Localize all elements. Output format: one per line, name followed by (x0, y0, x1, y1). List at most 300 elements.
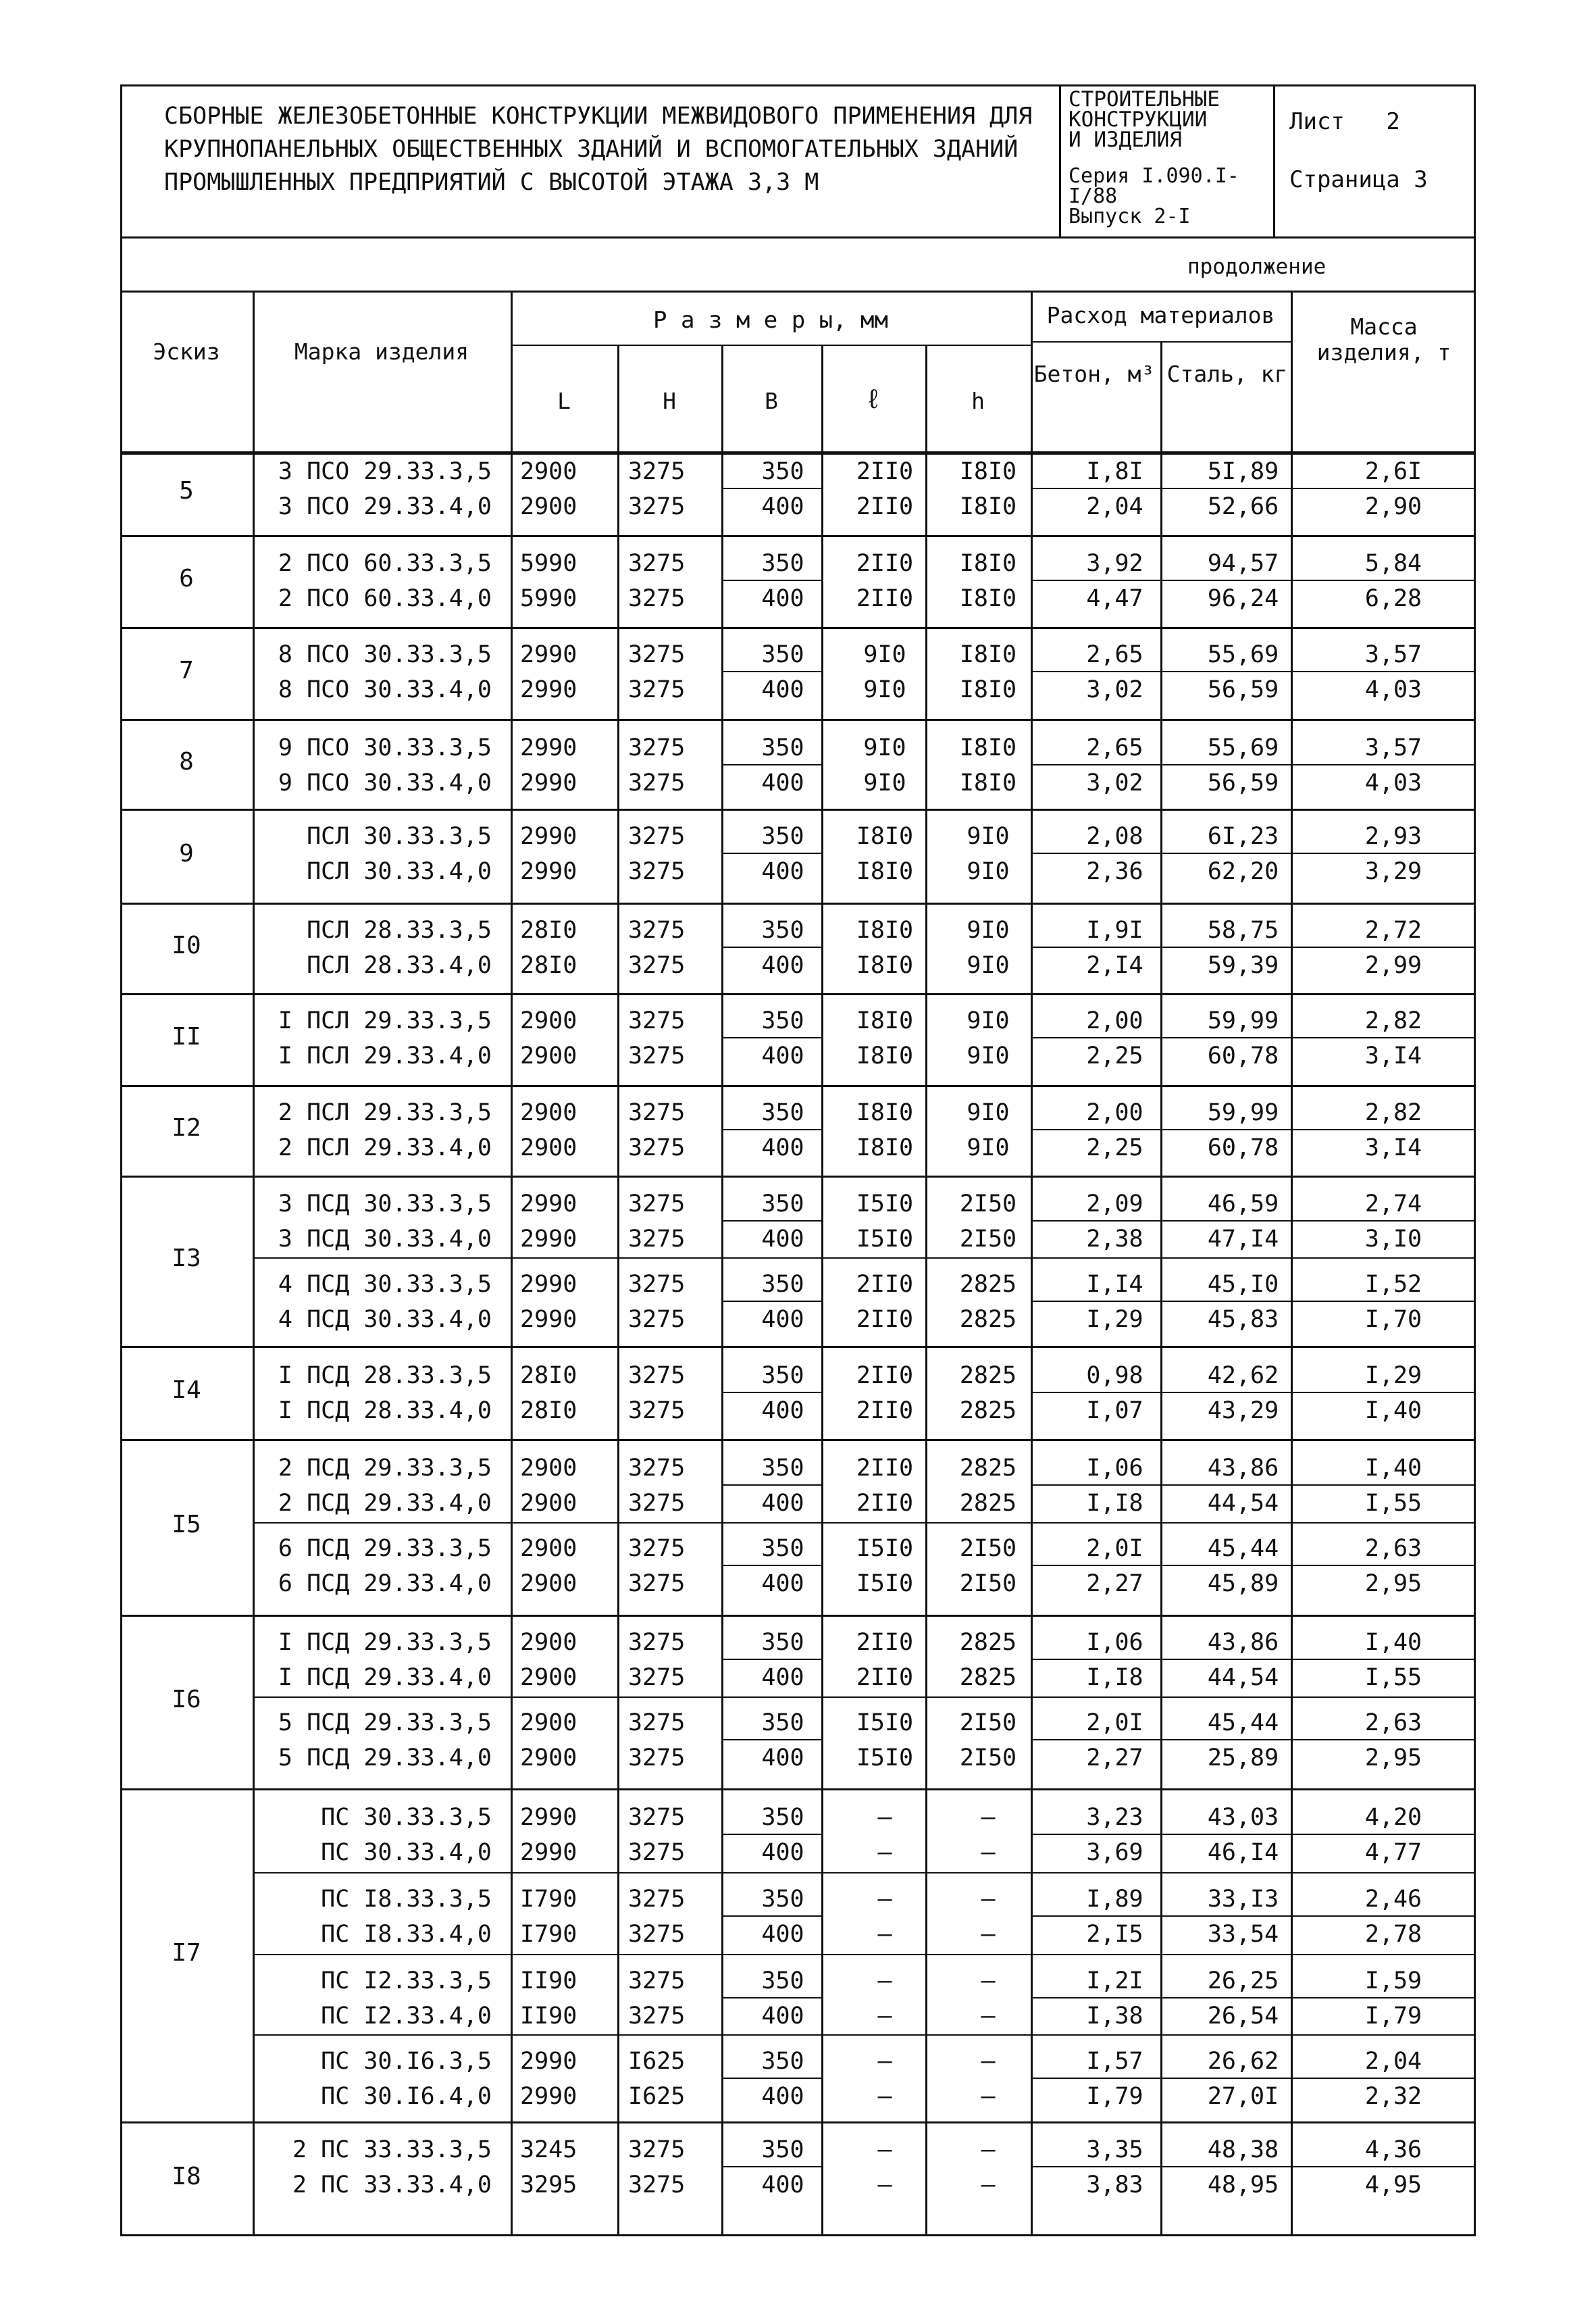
sheet-info (1289, 108, 1400, 135)
cell-mass: 2,63 (1364, 1709, 1422, 1736)
cell-h: 9I0 (967, 1134, 1010, 1161)
cell-mark: 6 ПСД 29.33.3,5 (278, 1535, 492, 1562)
cell-steel: 6I,23 (1207, 823, 1279, 850)
cell-L: 2990 (520, 641, 577, 668)
underline (1160, 853, 1291, 854)
cell-el: – (877, 2083, 892, 2110)
sketch-number: 6 (179, 565, 194, 593)
cell-h: I8I0 (959, 770, 1017, 797)
cell-concrete: I,I8 (1086, 1490, 1143, 1517)
table-row (120, 489, 1476, 524)
issue-number: Выпуск 2-I (1069, 205, 1191, 228)
cell-L: 2900 (520, 1570, 577, 1597)
cell-L: 28I0 (520, 917, 577, 944)
cell-L: 2900 (520, 1490, 577, 1517)
cell-steel: 43,29 (1207, 1397, 1279, 1424)
cell-B: 400 (761, 493, 804, 520)
cell-L: 2990 (520, 2048, 577, 2075)
cell-L: 2990 (520, 858, 577, 885)
cell-h: – (981, 1967, 996, 1994)
table-row (120, 1451, 1476, 1486)
cell-steel: 43,03 (1207, 1804, 1279, 1831)
cell-el: I8I0 (856, 917, 914, 944)
dims-sub-line (511, 345, 1031, 346)
cell-B: 350 (761, 1099, 804, 1126)
cell-steel: 56,59 (1207, 770, 1279, 797)
underline (1291, 1834, 1474, 1835)
cell-mark: 2 ПСЛ 29.33.3,5 (278, 1099, 492, 1126)
cell-B: 350 (761, 734, 804, 761)
underline (721, 1392, 821, 1393)
cell-h: 9I0 (967, 823, 1010, 850)
cell-B: 400 (761, 858, 804, 885)
cell-L: 2900 (520, 493, 577, 520)
cell-mass: I,59 (1364, 1967, 1422, 1994)
sketch-number: 8 (179, 747, 194, 776)
cell-L: 3245 (520, 2136, 577, 2163)
cell-concrete: 2,38 (1086, 1226, 1143, 1253)
cell-B: 350 (761, 458, 804, 485)
cell-el: I5I0 (856, 1744, 914, 1771)
underline (1291, 1915, 1474, 1917)
cell-concrete: I,07 (1086, 1397, 1143, 1424)
cell-concrete: I,38 (1086, 2003, 1143, 2030)
underline (721, 580, 821, 581)
cell-L: 2900 (520, 1099, 577, 1126)
cell-B: 350 (761, 917, 804, 944)
underline (1291, 488, 1474, 489)
cell-concrete: 0,98 (1086, 1362, 1143, 1389)
cell-concrete: 3,02 (1086, 676, 1143, 703)
cell-h: I8I0 (959, 493, 1017, 520)
cell-mark: 4 ПСД 30.33.4,0 (278, 1306, 492, 1333)
cell-H: 3275 (628, 2003, 686, 2030)
cell-mark: ПС 30.I6.4,0 (321, 2083, 492, 2110)
table-row (120, 730, 1476, 765)
cell-concrete: I,89 (1086, 1886, 1143, 1913)
underline (721, 1659, 821, 1660)
cell-concrete: 2,25 (1086, 1042, 1143, 1070)
cell-h: – (981, 2048, 996, 2075)
col-steel: Сталь, кг (1166, 361, 1288, 387)
cell-el: – (877, 2048, 892, 2075)
cell-concrete: 3,69 (1086, 1839, 1143, 1866)
cell-concrete: I,9I (1086, 917, 1143, 944)
cell-mass: 2,78 (1364, 1921, 1422, 1948)
underline (1160, 947, 1291, 948)
cell-H: 3275 (628, 1042, 686, 1070)
col-dimensions: Р а з м е р ы, мм (653, 307, 888, 334)
cell-H: 3275 (628, 2171, 686, 2198)
underline (1160, 764, 1291, 765)
cell-h: – (981, 1839, 996, 1866)
cell-L: 2900 (520, 1455, 577, 1482)
subgroup-line (253, 1872, 1476, 1873)
underline (1031, 764, 1160, 765)
cell-steel: 47,I4 (1207, 1226, 1279, 1253)
cell-h: 2825 (959, 1664, 1017, 1691)
cell-steel: 45,I0 (1207, 1271, 1279, 1298)
cell-steel: 59,39 (1207, 952, 1279, 979)
underline (1291, 2166, 1474, 2167)
cell-B: 350 (761, 1886, 804, 1913)
group-line (120, 1346, 1476, 1348)
table-row (120, 948, 1476, 983)
cell-h: I8I0 (959, 585, 1017, 612)
underline (1291, 1037, 1474, 1038)
cell-concrete: I,2I (1086, 1967, 1143, 1994)
cell-mark: ПС I8.33.3,5 (321, 1886, 492, 1913)
cell-mark: 9 ПСО 30.33.3,5 (278, 734, 492, 761)
title-line: СБОРНЫЕ ЖЕЛЕЗОБЕТОННЫЕ КОНСТРУКЦИИ МЕЖВИДОВОГО ПРИМЕНЕНИЯ ДЛЯ (164, 103, 1033, 130)
cell-steel: 44,54 (1207, 1490, 1279, 1517)
sketch-number: I3 (172, 1244, 201, 1272)
cell-steel: 62,20 (1207, 858, 1279, 885)
cell-mark: ПСЛ 30.33.4,0 (307, 858, 492, 885)
cell-steel: 48,95 (1207, 2171, 1279, 2198)
underline (1031, 1220, 1160, 1222)
table-row (120, 1800, 1476, 1835)
sketch-number: 9 (179, 839, 194, 867)
cell-h: I8I0 (959, 641, 1017, 668)
cell-mark: 2 ПСО 60.33.4,0 (278, 585, 492, 612)
cell-h: 2825 (959, 1362, 1017, 1389)
sketch-number: I0 (172, 932, 201, 959)
col-concrete: Бетон, м³ (1033, 361, 1155, 387)
underline (1160, 1739, 1291, 1740)
cell-h: – (981, 1886, 996, 1913)
underline (721, 764, 821, 765)
cell-steel: 26,25 (1207, 1967, 1279, 1994)
group-line (120, 993, 1476, 995)
underline (1291, 1129, 1474, 1130)
cell-L: 3295 (520, 2171, 577, 2198)
cell-el: – (877, 1886, 892, 1913)
cell-mass: 2,90 (1364, 493, 1422, 520)
underline (721, 1834, 821, 1835)
cell-concrete: 3,23 (1086, 1804, 1143, 1831)
cell-el: 2II0 (856, 1629, 914, 1656)
cell-mark: 2 ПСО 60.33.3,5 (278, 550, 492, 577)
group-line (120, 1439, 1476, 1441)
cell-mark: 3 ПСД 30.33.4,0 (278, 1226, 492, 1253)
cell-el: I8I0 (856, 1042, 914, 1070)
cell-H: 3275 (628, 1455, 686, 1482)
cell-L: II90 (520, 1967, 577, 1994)
cell-mark: I ПСЛ 29.33.4,0 (278, 1042, 492, 1070)
underline (1291, 1484, 1474, 1486)
cell-H: 3275 (628, 2136, 686, 2163)
cell-el: 2II0 (856, 1664, 914, 1691)
cell-el: I8I0 (856, 858, 914, 885)
cell-h: 2825 (959, 1455, 1017, 1482)
cell-steel: 60,78 (1207, 1042, 1279, 1070)
org-line: СТРОИТЕЛЬНЫЕ (1069, 87, 1220, 111)
cell-B: 400 (761, 1664, 804, 1691)
cell-el: I5I0 (856, 1190, 914, 1217)
underline (1160, 1997, 1291, 1998)
cell-el: – (877, 2171, 892, 2198)
underline (1160, 1301, 1291, 1302)
cell-h: I8I0 (959, 734, 1017, 761)
cell-L: 2900 (520, 1535, 577, 1562)
cell-mass: 4,03 (1364, 676, 1422, 703)
cell-concrete: I,57 (1086, 2048, 1143, 2075)
cell-H: 3275 (628, 1570, 686, 1597)
col-h: h (971, 388, 985, 414)
cell-steel: 5I,89 (1207, 458, 1279, 485)
cell-steel: 43,86 (1207, 1629, 1279, 1656)
table-row (120, 672, 1476, 707)
underline (1031, 1834, 1160, 1835)
underline (721, 1997, 821, 1998)
cell-L: 2990 (520, 1271, 577, 1298)
cell-h: I8I0 (959, 550, 1017, 577)
cell-B: 350 (761, 2136, 804, 2163)
cell-h: 2825 (959, 1629, 1017, 1656)
cell-concrete: 2,00 (1086, 1007, 1143, 1034)
cell-concrete: 2,65 (1086, 641, 1143, 668)
cell-mark: ПС 30.33.3,5 (321, 1804, 492, 1831)
cell-H: 3275 (628, 1271, 686, 1298)
cell-concrete: 4,47 (1086, 585, 1143, 612)
cell-h: 9I0 (967, 858, 1010, 885)
cell-mass: 2,95 (1364, 1570, 1422, 1597)
cell-B: 400 (761, 676, 804, 703)
table-row (120, 854, 1476, 889)
underline (1031, 1484, 1160, 1486)
cell-h: 9I0 (967, 1042, 1010, 1070)
col-B: В (765, 388, 778, 414)
underline (1291, 1301, 1474, 1302)
cell-L: 28I0 (520, 1397, 577, 1424)
cell-mass: 2,46 (1364, 1886, 1422, 1913)
cell-mark: I ПСД 29.33.3,5 (278, 1629, 492, 1656)
cell-h: 2825 (959, 1306, 1017, 1333)
col-mass: Масса изделия, т (1316, 313, 1451, 366)
table-row (120, 581, 1476, 616)
cell-mark: ПС I8.33.4,0 (321, 1921, 492, 1948)
underline (1031, 671, 1160, 672)
underline (1031, 1565, 1160, 1566)
cell-steel: 60,78 (1207, 1134, 1279, 1161)
cell-B: 350 (761, 1709, 804, 1736)
underline (1031, 947, 1160, 948)
cell-steel: 46,I4 (1207, 1839, 1279, 1866)
table-row (120, 819, 1476, 854)
cell-mass: 3,I4 (1364, 1042, 1422, 1070)
cell-mass: 3,57 (1364, 734, 1422, 761)
cell-L: 2990 (520, 1839, 577, 1866)
underline (721, 1220, 821, 1222)
underline (1160, 1565, 1291, 1566)
cell-steel: 44,54 (1207, 1664, 1279, 1691)
cell-mass: 2,6I (1364, 458, 1422, 485)
cell-h: I8I0 (959, 458, 1017, 485)
underline (721, 1037, 821, 1038)
underline (721, 671, 821, 672)
cell-el: – (877, 1804, 892, 1831)
sketch-number: I2 (172, 1114, 201, 1142)
cell-H: 3275 (628, 1921, 686, 1948)
cell-H: 3275 (628, 770, 686, 797)
table-row (120, 637, 1476, 672)
cell-H: 3275 (628, 585, 686, 612)
cell-el: – (877, 1839, 892, 1866)
table-row (120, 1625, 1476, 1660)
cell-concrete: 2,65 (1086, 734, 1143, 761)
underline (1160, 1484, 1291, 1486)
cell-mark: I ПСД 28.33.4,0 (278, 1397, 492, 1424)
cell-concrete: 2,0I (1086, 1709, 1143, 1736)
underline (1160, 1915, 1291, 1917)
table-row (120, 546, 1476, 581)
cell-mark: 3 ПСО 29.33.4,0 (278, 493, 492, 520)
cell-mass: I,70 (1364, 1306, 1422, 1333)
underline (1291, 1997, 1474, 1998)
table-row (120, 1998, 1476, 2034)
cell-steel: 96,24 (1207, 585, 1279, 612)
cell-L: 2990 (520, 770, 577, 797)
subgroup-line (253, 1257, 1476, 1259)
cell-mass: 4,36 (1364, 2136, 1422, 2163)
cell-H: 3275 (628, 1306, 686, 1333)
underline (721, 853, 821, 854)
cell-L: 2900 (520, 1134, 577, 1161)
underline (1291, 1739, 1474, 1740)
cell-el: I8I0 (856, 952, 914, 979)
sketch-number: I6 (172, 1685, 201, 1713)
cell-el: 2II0 (856, 585, 914, 612)
cell-L: 5990 (520, 550, 577, 577)
underline (1291, 580, 1474, 581)
cell-H: 3275 (628, 858, 686, 885)
underline (1291, 1220, 1474, 1222)
cell-el: I5I0 (856, 1535, 914, 1562)
group-line (120, 809, 1476, 811)
sheet-label: Лист (1289, 108, 1345, 135)
cell-mass: 2,82 (1364, 1007, 1422, 1034)
cell-mass: 2,04 (1364, 2048, 1422, 2075)
cell-B: 400 (761, 1226, 804, 1253)
cell-H: 3275 (628, 1134, 686, 1161)
cell-h: – (981, 2171, 996, 2198)
cell-mark: ПСЛ 28.33.4,0 (307, 952, 492, 979)
cell-concrete: 2,04 (1086, 493, 1143, 520)
sketch-number: 5 (179, 477, 194, 505)
cell-B: 350 (761, 1629, 804, 1656)
group-line (120, 2121, 1476, 2123)
cell-L: 2990 (520, 1190, 577, 1217)
underline (1031, 1915, 1160, 1917)
cell-el: – (877, 1921, 892, 1948)
table-row (120, 913, 1476, 948)
cell-L: 28I0 (520, 1362, 577, 1389)
cell-mass: 2,99 (1364, 952, 1422, 979)
cell-h: – (981, 2083, 996, 2110)
underline (1291, 947, 1474, 948)
cell-H: 3275 (628, 1535, 686, 1562)
cell-concrete: 2,27 (1086, 1570, 1143, 1597)
cell-mass: 2,95 (1364, 1744, 1422, 1771)
cell-mark: 4 ПСД 30.33.3,5 (278, 1271, 492, 1298)
cell-el: I8I0 (856, 1007, 914, 1034)
subgroup-line (253, 1954, 1476, 1955)
cell-H: 3275 (628, 1967, 686, 1994)
cell-concrete: 3,83 (1086, 2171, 1143, 2198)
cell-h: 9I0 (967, 952, 1010, 979)
subgroup-line (253, 1696, 1476, 1698)
table-row (120, 1882, 1476, 1917)
cell-concrete: 2,08 (1086, 823, 1143, 850)
cell-concrete: 2,I4 (1086, 952, 1143, 979)
underline (721, 1915, 821, 1917)
cell-mass: I,55 (1364, 1490, 1422, 1517)
cell-concrete: 2,25 (1086, 1134, 1143, 1161)
table-row (120, 1486, 1476, 1521)
cell-steel: 52,66 (1207, 493, 1279, 520)
col-el: ℓ (865, 384, 881, 415)
group-line (120, 451, 1476, 453)
cell-H: 3275 (628, 1664, 686, 1691)
cell-mark: 8 ПСО 30.33.3,5 (278, 641, 492, 668)
cell-B: 400 (761, 1134, 804, 1161)
cell-mass: I,79 (1364, 2003, 1422, 2030)
cell-steel: 56,59 (1207, 676, 1279, 703)
cell-mark: I ПСЛ 29.33.3,5 (278, 1007, 492, 1034)
col-L: L (557, 388, 571, 414)
cell-steel: 33,54 (1207, 1921, 1279, 1948)
cell-el: 2II0 (856, 1455, 914, 1482)
table-row (120, 2044, 1476, 2079)
cell-el: 9I0 (863, 734, 906, 761)
table-row (120, 1358, 1476, 1393)
cell-mark: 3 ПСД 30.33.3,5 (278, 1190, 492, 1217)
cell-H: 3275 (628, 1226, 686, 1253)
cell-mass: 2,74 (1364, 1190, 1422, 1217)
cell-el: 9I0 (863, 770, 906, 797)
cell-mass: 4,03 (1364, 770, 1422, 797)
cell-B: 400 (761, 2083, 804, 2110)
cell-concrete: I,06 (1086, 1455, 1143, 1482)
table-row (120, 2132, 1476, 2167)
cell-L: 2900 (520, 1664, 577, 1691)
underline (721, 2166, 821, 2167)
underline (721, 2078, 821, 2079)
cell-L: II90 (520, 2003, 577, 2030)
table-row (120, 2167, 1476, 2203)
cell-B: 400 (761, 1306, 804, 1333)
cell-steel: 55,69 (1207, 734, 1279, 761)
cell-concrete: 2,27 (1086, 1744, 1143, 1771)
cell-mass: 2,93 (1364, 823, 1422, 850)
table-row (120, 1267, 1476, 1302)
cell-h: 2I50 (959, 1535, 1017, 1562)
cell-mass: 4,95 (1364, 2171, 1422, 2198)
underline (1291, 1565, 1474, 1566)
cell-el: I8I0 (856, 1134, 914, 1161)
group-line (120, 719, 1476, 721)
cell-H: 3275 (628, 1007, 686, 1034)
cell-B: 350 (761, 1967, 804, 1994)
cell-H: 3275 (628, 823, 686, 850)
cell-mass: I,52 (1364, 1271, 1422, 1298)
cell-H: 3275 (628, 734, 686, 761)
cell-B: 350 (761, 1362, 804, 1389)
cell-H: 3275 (628, 1190, 686, 1217)
cell-B: 400 (761, 1839, 804, 1866)
underline (1291, 2078, 1474, 2079)
